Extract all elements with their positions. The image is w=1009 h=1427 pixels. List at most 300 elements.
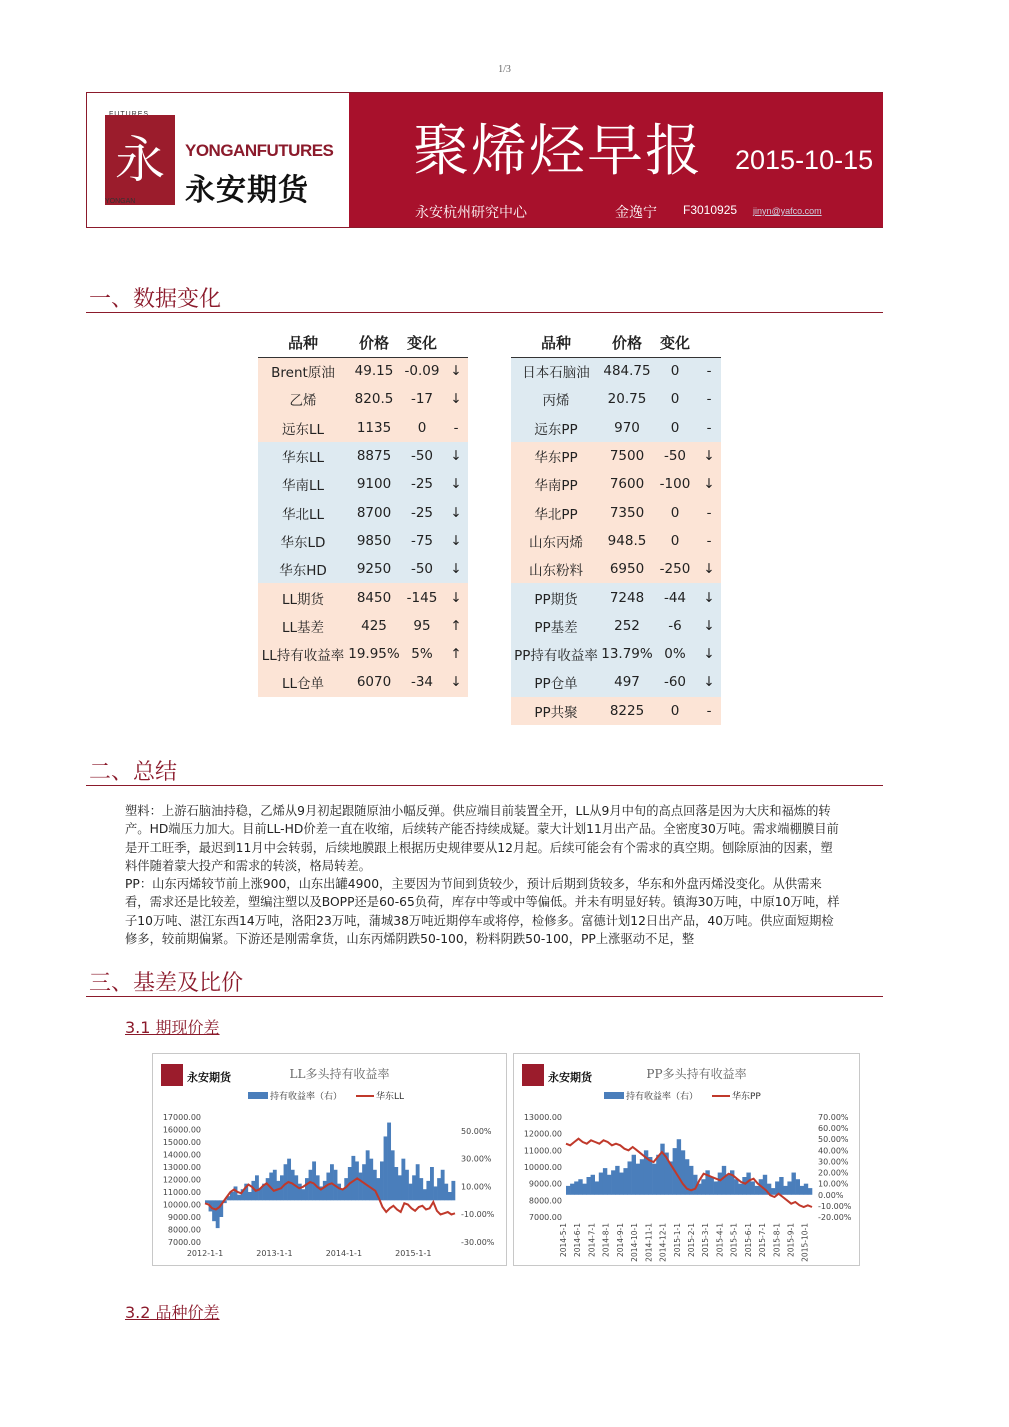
cell-arrow: ↓ [444,583,468,611]
y-right-tick-label: 30.00% [461,1154,492,1164]
y-left-tick-label: 13000.00 [523,1113,562,1122]
chart-logo-text: 永安期货 [187,1071,231,1084]
table-row [511,697,721,725]
col-header-arrow [444,329,468,357]
section-divider [86,785,883,786]
cell-price: 13.79% [601,640,653,668]
col-header-price: 价格 [348,329,400,357]
y-left-tick-label: 14000.00 [162,1150,201,1160]
author-code: F3010925 [683,203,738,217]
area-bar [412,1175,416,1200]
cell-name: 日本石脑油 [511,357,601,385]
area-bar [341,1189,345,1200]
logo-chinese-name: 永安期货 [185,173,309,208]
y-right-tick-label: -10.00% [818,1201,852,1211]
y-right-tick-label: -30.00% [461,1238,495,1247]
area-bar [430,1167,434,1200]
company-logo [87,93,349,227]
area-bar [437,1178,441,1200]
cell-arrow: ↑ [444,612,468,640]
table-row [258,442,468,470]
area-bar [444,1184,448,1201]
table-row [258,612,468,640]
y-left-tick-label: 10000.00 [523,1163,562,1172]
area-bar [212,1200,216,1221]
cell-change: -25 [400,470,444,498]
area-bar [755,1186,759,1195]
legend-label-area: 持有收益率（右） [626,1092,699,1102]
cell-name: PP期货 [511,583,601,611]
cell-arrow: ↓ [697,640,721,668]
cell-name: 华南LL [258,470,348,498]
area-bar [611,1170,615,1194]
cell-change: -75 [400,527,444,555]
area-bar [273,1170,277,1201]
area-bar [398,1175,402,1200]
pp-carry-return-chart [513,1053,860,1266]
area-bar [351,1156,355,1200]
x-tick-label: 2014-6-1 [573,1223,583,1258]
subsection-title-spot-futures: 3.1 期现价差 [125,1018,220,1037]
cell-name: 远东LL [258,414,348,442]
area-bar [401,1159,405,1201]
cell-price: 7350 [601,498,653,526]
cell-price: 425 [348,612,400,640]
cell-change: -0.09 [400,357,444,385]
y-left-tick-label: 9000.00 [528,1179,562,1189]
cell-arrow: ↓ [697,442,721,470]
area-bar [722,1166,726,1195]
area-bar [298,1184,302,1201]
cell-arrow: ↑ [444,640,468,668]
cell-change: 0 [653,697,697,725]
chart-title: LL多头持有收益率 [289,1067,390,1081]
cell-arrow: ↓ [444,470,468,498]
area-bar [574,1181,578,1194]
y-left-tick-label: 8000.00 [167,1225,201,1235]
area-bar [287,1159,291,1201]
y-right-tick-label: 0.00% [818,1190,844,1200]
area-bar [394,1167,398,1200]
legend-swatch-area [248,1092,268,1099]
area-bar [796,1179,800,1195]
x-tick-label: 2014-9-1 [615,1223,625,1258]
cell-arrow: - [697,414,721,442]
cell-price: 6070 [348,668,400,696]
cell-price: 820.5 [348,385,400,413]
cell-arrow: ↓ [444,442,468,470]
cell-name: 丙烯 [511,385,601,413]
cell-price: 252 [601,612,653,640]
cell-price: 497 [601,668,653,696]
area-bar [623,1168,627,1195]
cell-arrow: ↓ [697,555,721,583]
area-bar [738,1184,742,1195]
area-bar [800,1186,804,1195]
chart-title: PP多头持有收益率 [646,1067,747,1081]
area-bar [366,1150,370,1200]
table-row [258,527,468,555]
cell-change: -50 [400,442,444,470]
area-bar [656,1155,660,1195]
area-bar [591,1175,595,1195]
table-row [258,668,468,696]
y-left-tick-label: 7000.00 [528,1213,562,1222]
cell-change: -100 [653,470,697,498]
summary-paragraph-pp: PP：山东丙烯较节前上涨900，山东出罐4900，主要因为节间到货较少，预计后期到货较多，华东和外盘丙烯没变化。从供需来看，需求还是比较差，塑编注塑以及BOPP还是60-65负荷，库存中等或中等偏低。并未有明显好转。镇海30万吨，中原10万吨，样子10万吨、湛江东西14万吨，洛阳23万吨，蒲城38万吨近期停车或将停，检修多。富德计划12日出产品，40万吨。供应面短期检修多，较前期偏紧。下游还是刚需拿货，山东丙烯阴跌50-100，粉料阴跌50-100，PP上涨驱动不足，整 [125,877,840,947]
cell-price: 7248 [601,583,653,611]
cell-change: -25 [400,498,444,526]
area-bar [426,1181,430,1200]
x-tick-label: 2015-5-1 [729,1223,739,1258]
title-band [349,93,883,227]
cell-price: 49.15 [348,357,400,385]
table-row [258,640,468,668]
cell-arrow: - [697,385,721,413]
table-row [511,414,721,442]
cell-name: Brent原油 [258,357,348,385]
cell-name: LL持有收益率 [258,640,348,668]
area-bar [312,1161,316,1200]
area-bar [734,1179,738,1195]
section-title-basis: 三、基差及比价 [89,971,244,996]
x-tick-label: 2015-7-1 [758,1223,768,1258]
logo-english-name: YONGANFUTURES [185,141,334,160]
y-left-tick-label: 8000.00 [528,1196,562,1206]
area-bar [305,1178,309,1200]
cell-change: 0 [653,385,697,413]
area-bar [718,1173,722,1195]
cell-arrow: - [697,498,721,526]
area-bar [648,1157,652,1195]
author-email-link[interactable]: jinyn@yafco.com [753,206,822,216]
cell-price: 8225 [601,697,653,725]
area-bar [783,1186,787,1195]
table-row [511,527,721,555]
area-bar [615,1166,619,1195]
area-bar [701,1179,705,1195]
cell-arrow: ↓ [697,612,721,640]
cell-change: 5% [400,640,444,668]
area-bar [628,1161,632,1194]
cell-change: 0% [653,640,697,668]
chart-logo-icon [522,1064,544,1086]
table-row [258,583,468,611]
area-bar [416,1164,420,1200]
area-bar [771,1188,775,1195]
y-right-tick-label: -10.00% [461,1210,495,1220]
summary-text [125,802,840,947]
y-left-tick-label: 7000.00 [167,1238,201,1247]
section-divider [86,996,883,997]
cell-name: 华北LL [258,498,348,526]
cell-change: -34 [400,668,444,696]
area-bar [587,1177,591,1195]
cell-name: 华东LL [258,442,348,470]
cell-arrow: ↓ [697,668,721,696]
area-bar [640,1159,644,1195]
cell-price: 970 [601,414,653,442]
cell-arrow: ↓ [444,527,468,555]
x-tick-label: 2015-1-1 [395,1249,432,1258]
x-tick-label: 2015-3-1 [701,1223,711,1258]
report-title: 聚烯烃早报 [413,119,703,184]
cell-arrow: - [697,527,721,555]
y-left-tick-label: 9000.00 [167,1213,201,1222]
x-tick-label: 2015-8-1 [772,1223,782,1258]
report-header [86,92,883,228]
area-bar [441,1170,445,1201]
y-left-tick-label: 10000.00 [162,1200,201,1210]
area-bar [652,1164,656,1195]
x-tick-label: 2012-1-1 [186,1249,224,1258]
area-bar [301,1189,305,1200]
x-tick-label: 2014-5-1 [559,1223,568,1258]
cell-name: 山东粉料 [511,555,601,583]
y-left-tick-label: 11000.00 [523,1146,562,1156]
y-left-tick-label: 11000.00 [162,1188,201,1197]
x-tick-label: 2015-2-1 [686,1223,696,1258]
logo-mark-icon: 永 [105,115,175,205]
cell-price: 484.75 [601,357,653,385]
x-tick-label: 2014-12-1 [658,1223,668,1262]
cell-price: 9100 [348,470,400,498]
cell-name: LL仓单 [258,668,348,696]
area-bar [632,1155,636,1195]
report-date: 2015-10-15 [735,145,874,175]
area-bar [681,1150,685,1194]
y-right-tick-label: 50.00% [461,1126,492,1136]
col-header-price: 价格 [601,329,653,357]
table-row [511,668,721,696]
area-bar [570,1184,574,1195]
cell-name: PP基差 [511,612,601,640]
table-row [511,555,721,583]
y-left-tick-label: 17000.00 [162,1113,201,1122]
area-bar [751,1181,755,1194]
x-tick-label: 2014-1-1 [325,1249,363,1258]
x-tick-label: 2014-7-1 [587,1223,597,1258]
table-row [511,583,721,611]
legend-label-line: 华东PP [732,1092,761,1102]
cell-change: -60 [653,668,697,696]
table-row [511,470,721,498]
table-row [258,498,468,526]
area-bar [595,1181,599,1194]
table-row [258,385,468,413]
cell-name: LL期货 [258,583,348,611]
area-bar [369,1159,373,1201]
area-bar [423,1189,427,1200]
cell-price: 20.75 [601,385,653,413]
area-bar [373,1170,377,1201]
cell-name: 华东PP [511,442,601,470]
x-tick-label: 2014-8-1 [601,1223,611,1258]
chart-logo-icon [161,1064,183,1086]
cell-arrow: ↓ [444,555,468,583]
table-row [258,414,468,442]
right-price-table-wrap [511,329,721,725]
cell-name: 华东HD [258,555,348,583]
table-row [511,640,721,668]
col-header-change: 变化 [653,329,697,357]
cell-change: 0 [653,498,697,526]
area-bar [710,1177,714,1195]
y-left-tick-label: 12000.00 [162,1175,201,1185]
legend-swatch-area [604,1092,624,1099]
area-bar [384,1136,388,1200]
area-bar [248,1192,252,1200]
cell-price: 9250 [348,555,400,583]
x-tick-label: 2015-9-1 [786,1223,796,1258]
area-bar [380,1161,384,1200]
cell-price: 8700 [348,498,400,526]
area-bar [344,1178,348,1200]
cell-price: 1135 [348,414,400,442]
area-bar [636,1164,640,1195]
cell-change: 0 [400,414,444,442]
cell-price: 7500 [601,442,653,470]
cell-change: -50 [400,555,444,583]
cell-arrow: ↓ [697,583,721,611]
y-right-tick-label: 60.00% [818,1124,849,1134]
cell-change: 0 [653,357,697,385]
col-header-name: 品种 [511,329,601,357]
area-bar [742,1177,746,1195]
area-bar [323,1181,327,1200]
left-price-table [258,329,468,697]
cell-price: 9850 [348,527,400,555]
cell-price: 8450 [348,583,400,611]
cell-name: 山东丙烯 [511,527,601,555]
table-row [511,498,721,526]
table-row [258,357,468,385]
cell-price: 7600 [601,470,653,498]
y-right-tick-label: -20.00% [818,1213,852,1222]
legend-label-area: 持有收益率（右） [270,1092,343,1102]
area-bar [216,1200,220,1228]
cell-name: 华南PP [511,470,601,498]
x-tick-label: 2015-10-1 [800,1223,810,1262]
y-left-tick-label: 13000.00 [162,1163,201,1172]
cell-name: LL基差 [258,612,348,640]
area-bar [792,1173,796,1195]
table-row [511,442,721,470]
y-right-tick-label: 50.00% [818,1135,849,1145]
chart-svg [514,1054,859,1265]
y-right-tick-label: 70.00% [818,1113,849,1122]
table-row [258,470,468,498]
chart-svg [153,1054,506,1265]
cell-price: 948.5 [601,527,653,555]
cell-arrow: ↓ [697,470,721,498]
cell-name: PP持有收益率 [511,640,601,668]
area-bar [677,1139,681,1195]
logo-yongan-tag: YONGAN [105,198,136,205]
cell-change: -250 [653,555,697,583]
y-right-tick-label: 40.00% [818,1146,849,1156]
cell-change: 95 [400,612,444,640]
y-left-tick-label: 12000.00 [523,1129,562,1139]
area-bar [255,1175,259,1200]
area-bar [619,1173,623,1195]
section-title-data-changes: 一、数据变化 [89,287,222,312]
y-right-tick-label: 20.00% [818,1168,849,1178]
cell-arrow: ↓ [444,385,468,413]
area-bar [434,1186,438,1200]
left-price-table-wrap [258,329,468,697]
area-bar [746,1173,750,1195]
area-bar [309,1170,313,1201]
y-left-tick-label: 16000.00 [162,1125,201,1135]
x-tick-label: 2015-1-1 [672,1223,682,1258]
area-bar [391,1150,395,1200]
author-name: 金逸宁 [615,205,657,221]
cell-price: 8875 [348,442,400,470]
cell-arrow: - [444,414,468,442]
area-bar [405,1170,409,1201]
area-bar [237,1195,241,1201]
section-title-summary: 二、总结 [89,760,178,785]
area-bar [603,1168,607,1195]
y-right-tick-label: 30.00% [818,1157,849,1167]
cell-change: -145 [400,583,444,611]
cell-arrow: - [697,357,721,385]
area-bar [566,1186,570,1195]
x-tick-label: 2014-10-1 [630,1223,640,1262]
area-bar [607,1175,611,1195]
table-row [511,357,721,385]
area-bar [448,1192,452,1200]
cell-change: -6 [653,612,697,640]
area-bar [787,1181,791,1194]
area-bar [266,1178,270,1200]
table-row [511,385,721,413]
cell-arrow: ↓ [444,668,468,696]
table-row [258,555,468,583]
cell-name: 远东PP [511,414,601,442]
section-divider [86,312,883,313]
y-left-tick-label: 15000.00 [162,1138,201,1147]
table-row [511,612,721,640]
x-tick-label: 2013-1-1 [256,1249,293,1258]
ll-carry-return-chart [152,1053,507,1266]
y-right-tick-label: 10.00% [461,1182,492,1192]
summary-paragraph-plastic: 塑料：上游石脑油持稳，乙烯从9月初起跟随原油小幅反弹。供应端目前装置全开，LL从9月中旬的高点回落是因为大庆和福炼的转产。HD端压力加大。目前LL-HD价差一直在收缩，后续转产能否持续成疑。蒙大计划11月出产品。全密度30万吨。需求端棚膜目前是开工旺季，最迟到11月中会转弱，后续地膜跟上根据历史规律要从12月起。后续可能会有个需求的真空期。刨除原油的因素，塑料伴随着蒙大投产和需求的转淡，格局转差。 [125,804,839,873]
right-price-table [511,329,721,725]
cell-arrow: - [697,697,721,725]
area-bar [359,1173,363,1201]
area-bar [419,1178,423,1200]
col-header-name: 品种 [258,329,348,357]
cell-price: 6950 [601,555,653,583]
subsection-title-variety-spread: 3.2 品种价差 [125,1303,220,1322]
area-bar [582,1184,586,1195]
legend-label-line: 华东LL [376,1092,405,1102]
area-bar [726,1175,730,1195]
area-bar [355,1161,359,1200]
col-header-arrow [697,329,721,357]
y-right-tick-label: 10.00% [818,1179,849,1189]
x-tick-label: 2015-6-1 [743,1223,753,1258]
area-bar [409,1184,413,1201]
area-bar [714,1181,718,1194]
cell-arrow: ↓ [444,498,468,526]
cell-change: -50 [653,442,697,470]
cell-price: 19.95% [348,640,400,668]
col-header-change: 变化 [400,329,444,357]
research-center: 永安杭州研究中心 [415,205,527,221]
